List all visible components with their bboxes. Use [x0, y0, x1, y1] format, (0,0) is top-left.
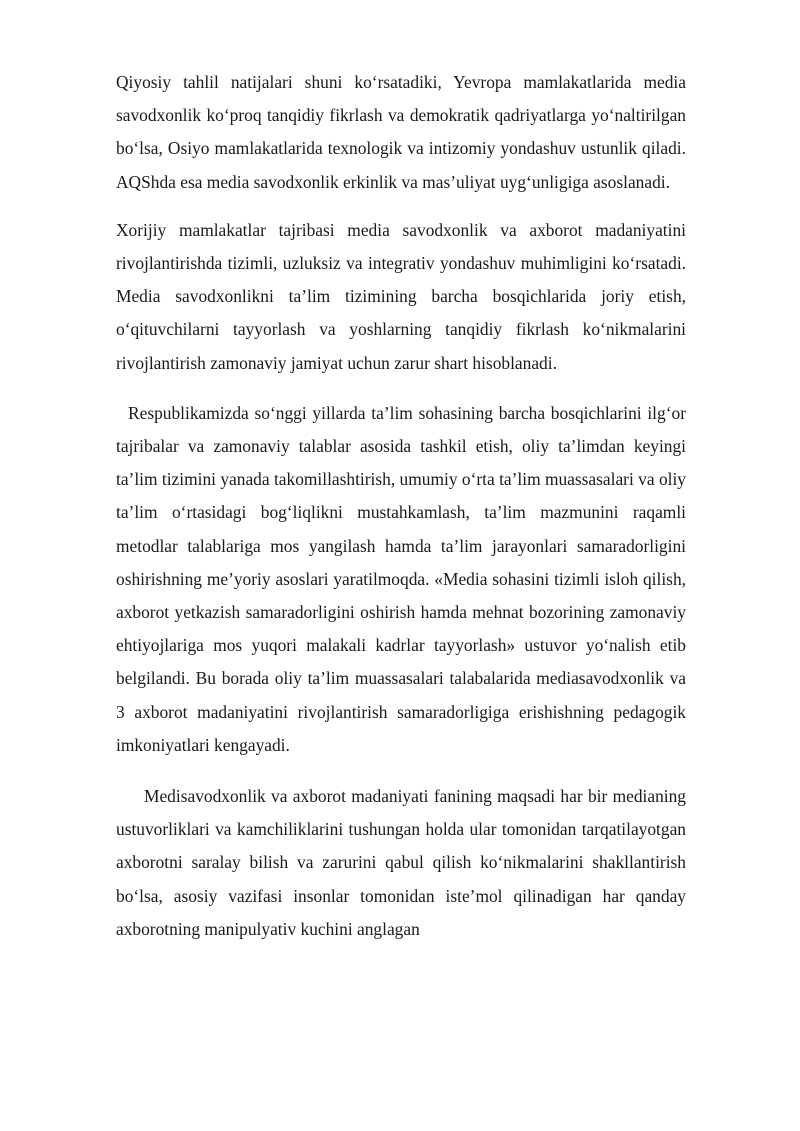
document-page	[116, 66, 686, 946]
paragraph-comparative-analysis: Qiyosiy tahlil natijalari shuni ko‘rsatadiki, Yevropa mamlakatlarida media savodxonlik ko‘proq tanqidiy fikrlash va demokratik qadriyatlarga yo‘naltirilgan bo‘lsa, Osiyo mamlakatlarida texnologik va intizomiy yondashuv ustunlik qiladi. AQShda esa media savodxonlik erkinlik va mas’uliyat uyg‘unligiga asoslanadi.	[116, 72, 686, 192]
paragraph-republic-reforms: Respublikamizda so‘nggi yillarda ta’lim sohasining barcha bosqichlarini ilg‘or tajribalar va zamonaviy talablar asosida tashkil etish, oliy ta’limdan keyingi ta’lim tizimini yanada takomillashtirish, umumiy o‘rta ta’lim muassasalari va oliy ta’lim o‘rtasidagi bog‘liqlikni mustahkamlash, ta’lim mazmunini raqamli metodlar talablariga mos yangilash hamda ta’lim jarayonlari samaradorligini oshirishning me’yoriy asoslari yaratilmoqda. «Media sohasini tizimli isloh qilish, axborot yetkazish samaradorligini oshirish hamda mehnat bozorining zamonaviy ehtiyojlariga mos yuqori malakali kadrlar tayyorlash» ustuvor yo‘nalish etib belgilandi. Bu borada oliy ta’lim muassasalari talabalarida mediasavodxonlik va 3 axborot madaniyatini rivojlantirish samaradorligiga erishishning pedagogik imkoniyatlari kengayadi.	[116, 402, 686, 755]
paragraph-foreign-experience: Xorijiy mamlakatlar tajribasi media savodxonlik va axborot madaniyatini rivojlantirishda tizimli, uzluksiz va integrativ yondashuv muhimligini ko‘rsatadi. Media savodxonlikni ta’lim tizimining barcha bosqichlarida joriy etish, o‘qituvchilarni tayyorlash va yoshlarning tanqidiy fikrlash ko‘nikmalarini rivojlantirish zamonaviy jamiyat uchun zarur shart hisoblanadi.	[116, 219, 686, 373]
paragraph-media-literacy-goal: Medisavodxonlik va axborot madaniyati fanining maqsadi har bir medianing ustuvorliklari va kamchiliklarini tushungan holda ular tomonidan tarqatilayotgan axborotni saralay bilish va zarurini qabul qilish ko‘nikmalarini shakllantirish bo‘lsa, asosiy vazifasi insonlar tomonidan iste’mol qilinadigan har qanday axborotning manipulyativ kuchini anglagan	[116, 786, 686, 939]
